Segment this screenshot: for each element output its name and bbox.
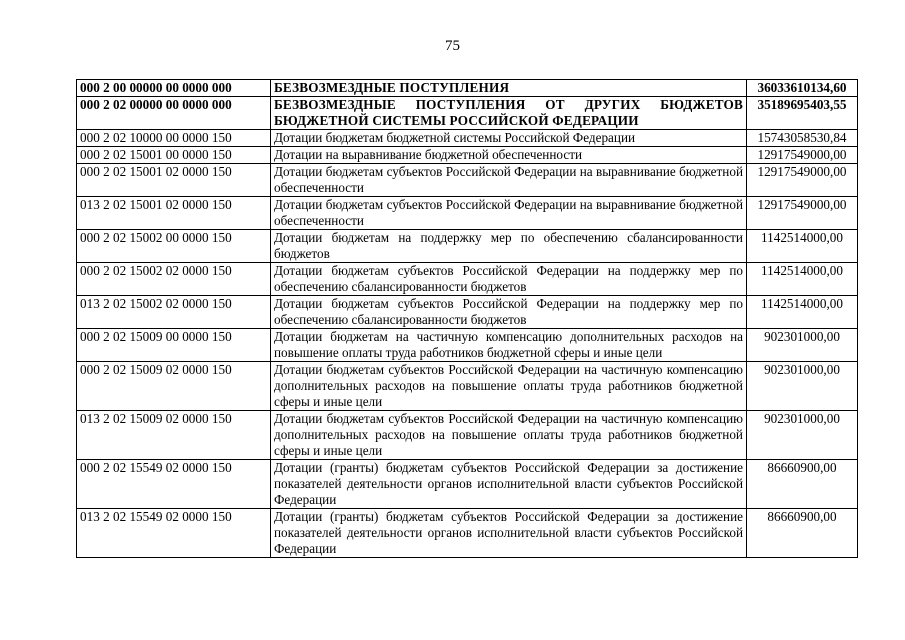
table-row: [77, 80, 858, 97]
revenue-name: Дотации (гранты) бюджетам субъектов Российской Федерации за достижение показателей деятельности органов исполнительной власти субъектов Российской Федерации: [271, 460, 747, 509]
revenue-name: Дотации бюджетам субъектов Российской Федерации на выравнивание бюджетной обеспеченности: [271, 197, 747, 230]
amount: 1142514000,00: [747, 230, 858, 263]
amount: 902301000,00: [747, 411, 858, 460]
revenue-name: Дотации бюджетам субъектов Российской Федерации на поддержку мер по обеспечению сбалансированности бюджетов: [271, 263, 747, 296]
amount: 35189695403,55: [747, 97, 858, 130]
revenue-name: Дотации (гранты) бюджетам субъектов Российской Федерации за достижение показателей деятельности органов исполнительной власти субъектов Российской Федерации: [271, 509, 747, 558]
table-row: [77, 329, 858, 362]
budget-code: 000 2 02 15002 02 0000 150: [77, 263, 271, 296]
revenue-name: БЕЗВОЗМЕЗДНЫЕ ПОСТУПЛЕНИЯ ОТ ДРУГИХ БЮДЖЕТОВ БЮДЖЕТНОЙ СИСТЕМЫ РОССИЙСКОЙ ФЕДЕРАЦИИ: [271, 97, 747, 130]
revenue-name: Дотации бюджетам субъектов Российской Федерации на выравнивание бюджетной обеспеченности: [271, 164, 747, 197]
table-row: [77, 411, 858, 460]
budget-code: 013 2 02 15002 02 0000 150: [77, 296, 271, 329]
table-row: [77, 97, 858, 130]
budget-revenue-table: [76, 79, 858, 558]
budget-code: 000 2 02 15009 00 0000 150: [77, 329, 271, 362]
table-row: [77, 164, 858, 197]
table-row: [77, 263, 858, 296]
revenue-name: Дотации бюджетам бюджетной системы Российской Федерации: [271, 130, 747, 147]
amount: 36033610134,60: [747, 80, 858, 97]
amount: 902301000,00: [747, 329, 858, 362]
table-row: [77, 509, 858, 558]
amount: 1142514000,00: [747, 263, 858, 296]
amount: 12917549000,00: [747, 164, 858, 197]
budget-code: 000 2 02 10000 00 0000 150: [77, 130, 271, 147]
revenue-name: БЕЗВОЗМЕЗДНЫЕ ПОСТУПЛЕНИЯ: [271, 80, 747, 97]
table-row: [77, 460, 858, 509]
page-number: 75: [445, 38, 460, 54]
table-body: [77, 80, 858, 558]
table-row: [77, 147, 858, 164]
table-row: [77, 197, 858, 230]
budget-code: 000 2 02 15549 02 0000 150: [77, 460, 271, 509]
amount: 1142514000,00: [747, 296, 858, 329]
budget-code: 000 2 02 15001 02 0000 150: [77, 164, 271, 197]
table-row: [77, 296, 858, 329]
amount: 12917549000,00: [747, 147, 858, 164]
budget-code: 013 2 02 15009 02 0000 150: [77, 411, 271, 460]
budget-code: 000 2 02 15009 02 0000 150: [77, 362, 271, 411]
amount: 902301000,00: [747, 362, 858, 411]
budget-code: 000 2 00 00000 00 0000 000: [77, 80, 271, 97]
table-row: [77, 362, 858, 411]
budget-code: 000 2 02 15001 00 0000 150: [77, 147, 271, 164]
table-row: [77, 130, 858, 147]
revenue-name: Дотации бюджетам субъектов Российской Федерации на поддержку мер по обеспечению сбалансированности бюджетов: [271, 296, 747, 329]
revenue-name: Дотации бюджетам на частичную компенсацию дополнительных расходов на повышение оплаты труда работников бюджетной сферы и иные цели: [271, 329, 747, 362]
amount: 86660900,00: [747, 460, 858, 509]
amount: 15743058530,84: [747, 130, 858, 147]
budget-code: 000 2 02 15002 00 0000 150: [77, 230, 271, 263]
budget-code: 000 2 02 00000 00 0000 000: [77, 97, 271, 130]
table-row: [77, 230, 858, 263]
revenue-name: Дотации бюджетам на поддержку мер по обеспечению сбалансированности бюджетов: [271, 230, 747, 263]
budget-code: 013 2 02 15549 02 0000 150: [77, 509, 271, 558]
amount: 12917549000,00: [747, 197, 858, 230]
budget-code: 013 2 02 15001 02 0000 150: [77, 197, 271, 230]
revenue-name: Дотации бюджетам субъектов Российской Федерации на частичную компенсацию дополнительных расходов на повышение оплаты труда работников бюджетной сферы и иные цели: [271, 362, 747, 411]
revenue-name: Дотации на выравнивание бюджетной обеспеченности: [271, 147, 747, 164]
amount: 86660900,00: [747, 509, 858, 558]
revenue-name: Дотации бюджетам субъектов Российской Федерации на частичную компенсацию дополнительных расходов на повышение оплаты труда работников бюджетной сферы и иные цели: [271, 411, 747, 460]
